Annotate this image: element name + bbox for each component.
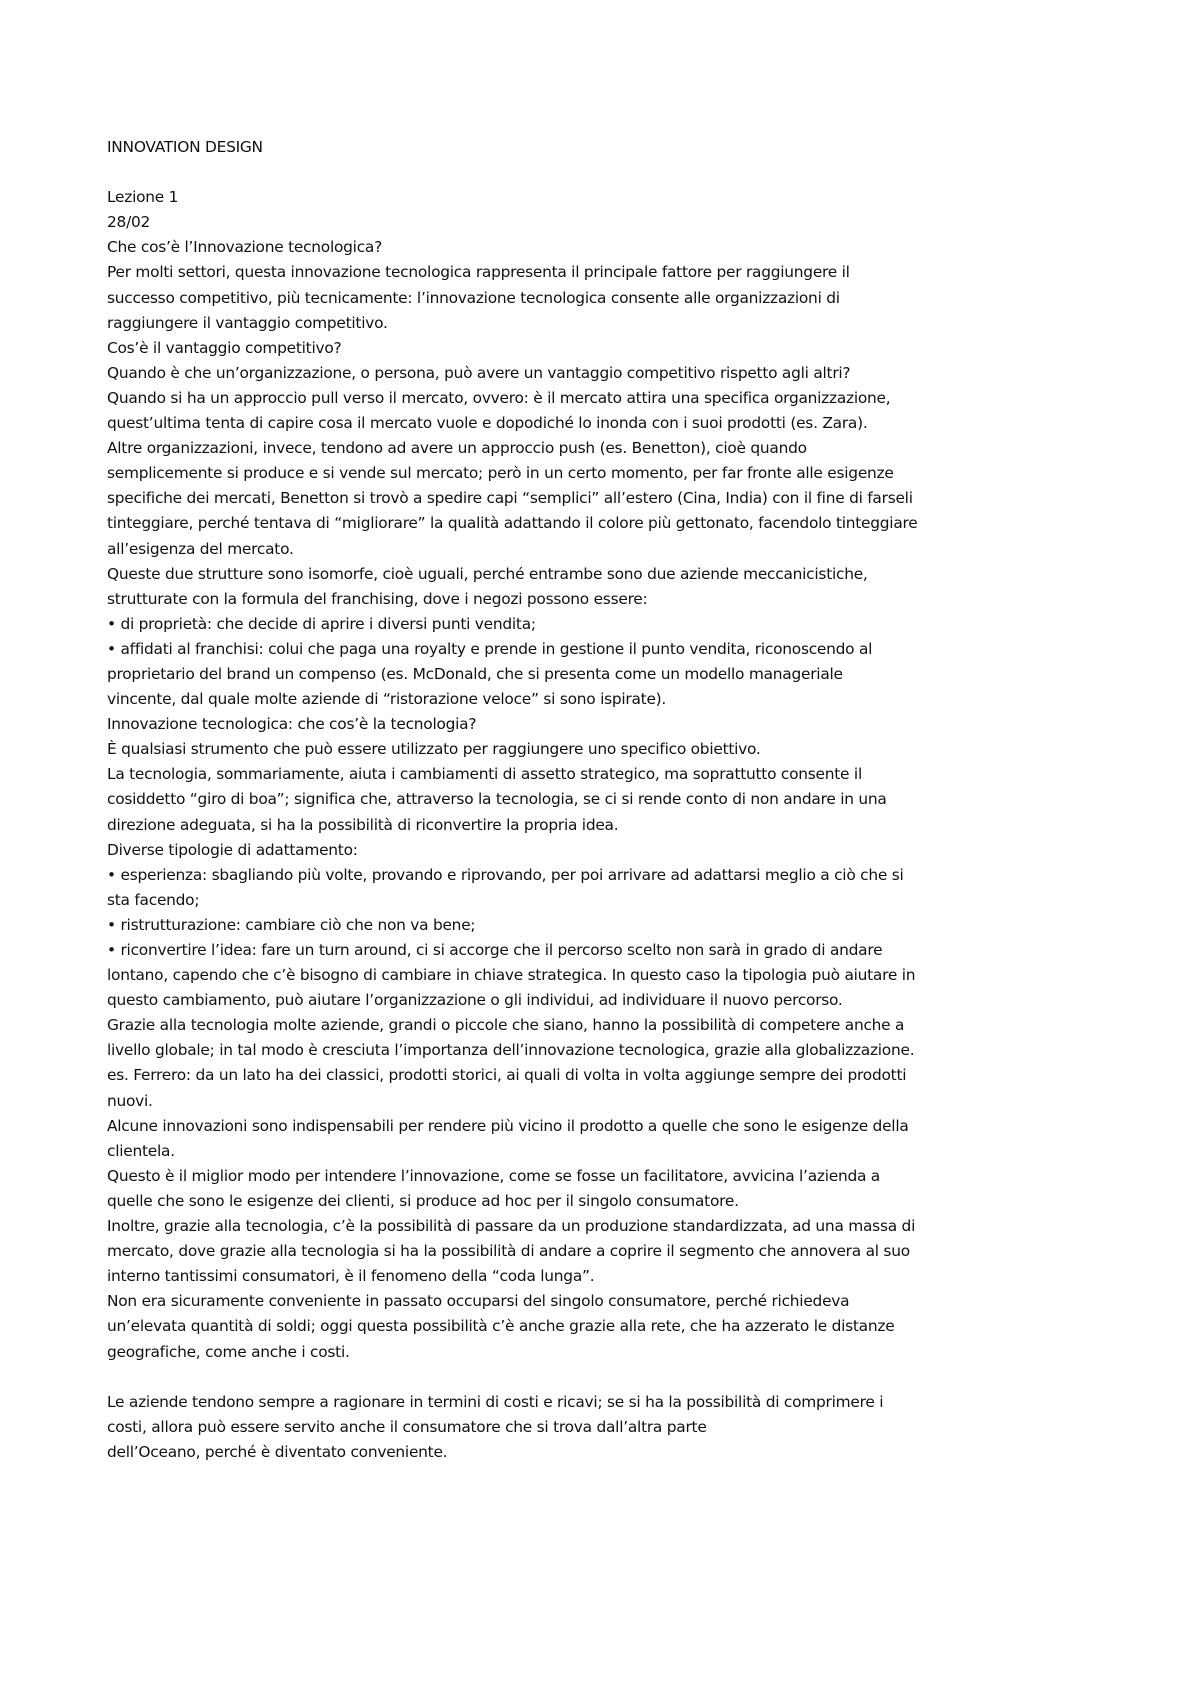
text-line: dell’Oceano, perché è diventato conveniente. xyxy=(107,1442,448,1461)
text-line: Innovazione tecnologica: che cos’è la tecnologia? xyxy=(107,715,477,734)
text-line: • affidati al franchisi: colui che paga una royalty e prende in gestione il punto vendita, riconoscendo al xyxy=(107,639,873,658)
text-line: Diverse tipologie di adattamento: xyxy=(107,840,358,859)
text-line: vincente, dal quale molte aziende di “ristorazione veloce” si sono ispirate). xyxy=(107,690,667,709)
text-line: • ristrutturazione: cambiare ciò che non va bene; xyxy=(107,915,476,934)
text-line: lontano, capendo che c’è bisogno di cambiare in chiave strategica. In questo caso la tipologia può aiutare in xyxy=(107,966,916,985)
closing-paragraph xyxy=(107,1390,1007,1465)
text-line: proprietario del brand un compenso (es. McDonald, che si presenta come un modello manageriale xyxy=(107,664,843,683)
text-line: Non era sicuramente conveniente in passato occuparsi del singolo consumatore, perché richiedeva xyxy=(107,1292,850,1311)
text-line: specifiche dei mercati, Benetton si trovò a spedire capi “semplici” all’estero (Cina, India) con il fine di farseli xyxy=(107,489,913,508)
text-line: Che cos’è l’Innovazione tecnologica? xyxy=(107,238,383,257)
text-line: • esperienza: sbagliando più volte, provando e riprovando, per poi arrivare ad adattarsi meglio a ciò che si xyxy=(107,865,904,884)
text-line: all’esigenza del mercato. xyxy=(107,539,294,558)
text-line: quelle che sono le esigenze dei clienti, si produce ad hoc per il singolo consumatore. xyxy=(107,1191,739,1210)
text-line: sta facendo; xyxy=(107,890,200,909)
lesson-label: Lezione 1 xyxy=(107,188,179,207)
lesson-date: 28/02 xyxy=(107,213,151,232)
text-line: raggiungere il vantaggio competitivo. xyxy=(107,313,388,332)
text-line: nuovi. xyxy=(107,1091,153,1110)
text-line: Quando è che un’organizzazione, o persona, può avere un vantaggio competitivo rispetto agli altri? xyxy=(107,363,851,382)
text-line: Alcune innovazioni sono indispensabili per rendere più vicino il prodotto a quelle che sono le esigenze della xyxy=(107,1116,909,1135)
text-line: interno tantissimi consumatori, è il fenomeno della “coda lunga”. xyxy=(107,1267,595,1286)
text-line: direzione adeguata, si ha la possibilità di riconvertire la propria idea. xyxy=(107,815,619,834)
text-line: Le aziende tendono sempre a ragionare in termini di costi e ricavi; se si ha la possibilità di comprimere i xyxy=(107,1392,884,1411)
text-line: La tecnologia, sommariamente, aiuta i cambiamenti di assetto strategico, ma soprattutto consente il xyxy=(107,765,862,784)
text-line: clientela. xyxy=(107,1141,175,1160)
text-line: Quando si ha un approccio pull verso il mercato, ovvero: è il mercato attira una specifica organizzazione, xyxy=(107,388,891,407)
text-line: mercato, dove grazie alla tecnologia si ha la possibilità di andare a coprire il segmento che annovera al suo xyxy=(107,1242,910,1261)
text-line: Questo è il miglior modo per intendere l’innovazione, come se fosse un facilitatore, avvicina l’azienda a xyxy=(107,1166,880,1185)
text-line: semplicemente si produce e si vende sul mercato; però in un certo momento, per far fronte alle esigenze xyxy=(107,464,894,483)
text-line: Cos’è il vantaggio competitivo? xyxy=(107,338,342,357)
text-line: Queste due strutture sono isomorfe, cioè uguali, perché entrambe sono due aziende meccanicistiche, xyxy=(107,564,868,583)
text-line: strutturate con la formula del franchising, dove i negozi possono essere: xyxy=(107,589,648,608)
text-line: un’elevata quantità di soldi; oggi questa possibilità c’è anche grazie alla rete, che ha azzerato le distanze xyxy=(107,1317,895,1336)
text-line: • riconvertire l’idea: fare un turn around, ci si accorge che il percorso scelto non sarà in grado di andare xyxy=(107,941,883,959)
blank-line xyxy=(107,1365,1007,1390)
text-line: tinteggiare, perché tentava di “migliorare” la qualità adattando il colore più gettonato, facendolo tinteggiare xyxy=(107,514,918,533)
blank-line xyxy=(107,160,1007,185)
text-line: Grazie alla tecnologia molte aziende, grandi o piccole che siano, hanno la possibilità di competere anche a xyxy=(107,1016,905,1035)
text-line: es. Ferrero: da un lato ha dei classici, prodotti storici, ai quali di volta in volta aggiunge sempre dei prodotti xyxy=(107,1066,907,1085)
text-line: Per molti settori, questa innovazione tecnologica rappresenta il principale fattore per raggiungere il xyxy=(107,263,850,282)
text-line: • di proprietà: che decide di aprire i diversi punti vendita; xyxy=(107,614,536,633)
text-line: geografiche, come anche i costi. xyxy=(107,1342,350,1361)
text-line: successo competitivo, più tecnicamente: l’innovazione tecnologica consente alle organizzazioni di xyxy=(107,288,840,307)
text-line: È qualsiasi strumento che può essere utilizzato per raggiungere uno specifico obiettivo. xyxy=(107,740,761,759)
text-line: questo cambiamento, può aiutare l’organizzazione o gli individui, ad individuare il nuovo percorso. xyxy=(107,991,843,1010)
text-line: quest’ultima tenta di capire cosa il mercato vuole e dopodiché lo inonda con i suoi prodotti (es. Zara). xyxy=(107,414,868,433)
document-title: INNOVATION DESIGN xyxy=(107,138,263,156)
text-line: livello globale; in tal modo è cresciuta l’importanza dell’innovazione tecnologica, grazie alla globalizzazione. xyxy=(107,1041,915,1060)
text-line: costi, allora può essere servito anche il consumatore che si trova dall’altra parte xyxy=(107,1417,707,1436)
body-text xyxy=(107,235,1007,1364)
document-body xyxy=(107,135,1007,1465)
text-line: cosiddetto “giro di boa”; significa che, attraverso la tecnologia, se ci si rende conto di non andare in una xyxy=(107,790,887,809)
text-line: Altre organizzazioni, invece, tendono ad avere un approccio push (es. Benetton), cioè quando xyxy=(107,439,807,458)
text-line: Inoltre, grazie alla tecnologia, c’è la possibilità di passare da un produzione standardizzata, ad una massa di xyxy=(107,1217,916,1236)
